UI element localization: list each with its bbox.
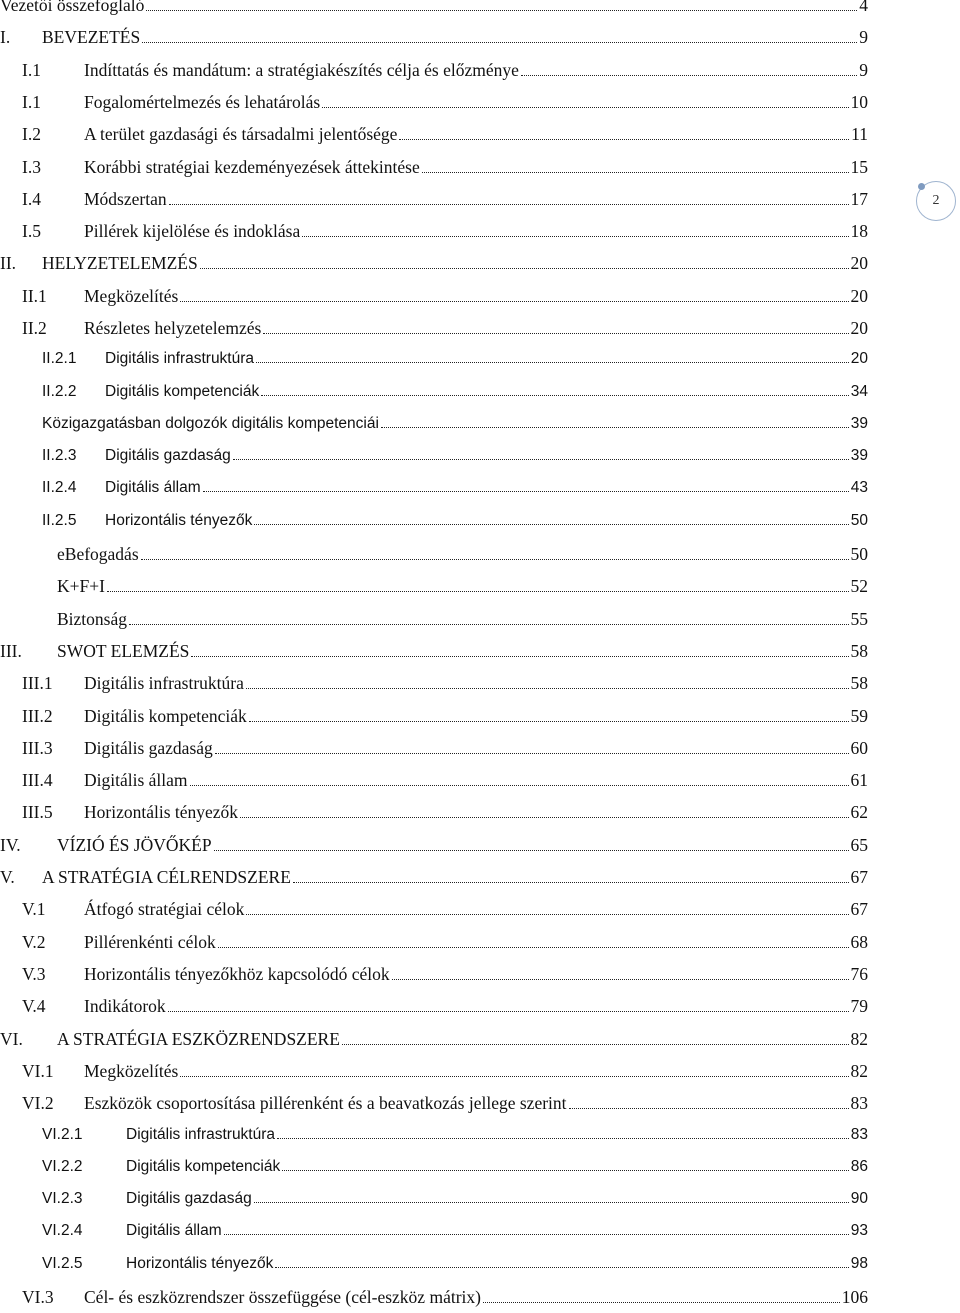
toc-entry-page: 34 <box>850 383 868 400</box>
toc-entry[interactable] <box>0 1190 868 1216</box>
toc-entry-title: Módszertan <box>84 189 167 209</box>
toc-dot-leader <box>200 268 849 269</box>
toc-entry-page: 90 <box>850 1190 868 1207</box>
toc-entry-page: 11 <box>851 124 868 144</box>
toc-entry-number: III.5 <box>22 802 53 822</box>
toc-entry-title: Pillérek kijelölése és indoklása <box>84 221 301 241</box>
toc-entry-number: I.2 <box>22 124 41 144</box>
toc-entry-number: I.4 <box>22 189 41 209</box>
toc-entry[interactable] <box>0 576 868 602</box>
toc-dot-leader <box>261 395 849 396</box>
toc-entry[interactable] <box>0 253 868 279</box>
toc-entry-title: Részletes helyzetelemzés <box>84 318 262 338</box>
toc-entry-page: 17 <box>850 189 868 209</box>
toc-entry-title: Cél- és eszközrendszer összefüggése (cél-eszköz mátrix) <box>84 1287 481 1307</box>
toc-entry-page: 76 <box>850 964 868 984</box>
toc-entry[interactable] <box>0 383 868 409</box>
toc-entry-title: Korábbi stratégiai kezdeményezések áttekintése <box>84 157 420 177</box>
toc-entry-page: 4 <box>859 0 868 15</box>
toc-entry-number: I.3 <box>22 157 41 177</box>
toc-entry-title: Megközelítés <box>84 1061 179 1081</box>
toc-dot-leader <box>263 333 848 334</box>
toc-entry-number: VI. <box>0 1029 23 1049</box>
toc-entry-number: VI.2 <box>22 1093 54 1113</box>
toc-entry-title: Indíttatás és mandátum: a stratégiakészítés célja és előzménye <box>84 60 519 80</box>
toc-entry-title: Eszközök csoportosítása pillérenként és a beavatkozás jellege szerint <box>84 1093 567 1113</box>
toc-entry-number: VI.1 <box>22 1061 54 1081</box>
toc-entry-title: Átfogó stratégiai célok <box>84 899 245 919</box>
toc-dot-leader <box>180 301 848 302</box>
toc-entry-page: 20 <box>850 286 868 306</box>
toc-entry-page: 39 <box>850 415 868 432</box>
toc-entry-page: 43 <box>850 479 868 496</box>
toc-entry[interactable] <box>0 1093 868 1119</box>
toc-dot-leader <box>129 624 849 625</box>
toc-dot-leader <box>483 1302 840 1303</box>
toc-entry-page: 58 <box>850 641 868 661</box>
toc-entry-title: Digitális kompetenciák <box>126 1158 281 1175</box>
toc-dot-leader <box>249 721 849 722</box>
toc-entry-number: VI.3 <box>22 1287 54 1307</box>
toc-entry-number: V.2 <box>22 932 46 952</box>
toc-entry-title: Digitális állam <box>105 479 201 496</box>
toc-dot-leader <box>146 10 857 11</box>
toc-entry-number: II.2.4 <box>42 479 77 496</box>
toc-entry-page: 9 <box>859 60 868 80</box>
toc-dot-leader <box>277 1138 849 1139</box>
toc-entry-title: Digitális infrastruktúra <box>126 1126 276 1143</box>
toc-dot-leader <box>392 979 849 980</box>
toc-entry-page: 82 <box>850 1061 868 1081</box>
toc-entry[interactable] <box>0 835 868 861</box>
toc-entry-page: 50 <box>850 544 868 564</box>
toc-dot-leader <box>282 1170 849 1171</box>
toc-dot-leader <box>180 1076 848 1077</box>
toc-entry-number: VI.2.4 <box>42 1222 83 1239</box>
toc-entry-number: V. <box>0 867 15 887</box>
toc-entry-page: 60 <box>850 738 868 758</box>
toc-dot-leader <box>215 753 849 754</box>
toc-entry[interactable] <box>0 512 868 538</box>
toc-entry[interactable] <box>0 544 868 570</box>
toc-entry[interactable] <box>0 60 868 86</box>
toc-entry-number: V.1 <box>22 899 46 919</box>
toc-entry-title: Vezetői összefoglaló <box>0 0 145 15</box>
toc-entry-page: 82 <box>850 1029 868 1049</box>
toc-entry-number: II.1 <box>22 286 47 306</box>
toc-entry-title: Megközelítés <box>84 286 179 306</box>
toc-entry-number: I.1 <box>22 60 41 80</box>
toc-dot-leader <box>322 107 848 108</box>
toc-entry[interactable] <box>0 447 868 473</box>
toc-entry[interactable] <box>0 1029 868 1055</box>
toc-dot-leader <box>190 785 849 786</box>
toc-entry-number: V.4 <box>22 996 46 1016</box>
toc-entry[interactable] <box>0 706 868 732</box>
toc-dot-leader <box>142 42 857 43</box>
toc-dot-leader <box>275 1267 848 1268</box>
toc-entry[interactable] <box>0 673 868 699</box>
toc-entry-title: Horizontális tényezők <box>126 1255 274 1272</box>
toc-entry-page: 9 <box>859 27 868 47</box>
toc-entry-page: 18 <box>850 221 868 241</box>
toc-entry[interactable] <box>0 1061 868 1087</box>
toc-entry-title: A STRATÉGIA CÉLRENDSZERE <box>42 867 291 887</box>
toc-entry-page: 59 <box>850 706 868 726</box>
toc-entry-number: II.2.2 <box>42 383 77 400</box>
toc-entry-title: Közigazgatásban dolgozók digitális kompetenciái <box>42 415 379 432</box>
toc-entry-page: 39 <box>850 447 868 464</box>
toc-dot-leader <box>254 524 848 525</box>
toc-entry-page: 65 <box>850 835 868 855</box>
toc-entry-page: 98 <box>850 1255 868 1272</box>
toc-entry-title: Horizontális tényezőkhöz kapcsolódó célok <box>84 964 390 984</box>
toc-entry-number: II.2.3 <box>42 447 77 464</box>
toc-entry-page: 93 <box>850 1222 868 1239</box>
toc-dot-leader <box>240 817 848 818</box>
toc-entry-page: 68 <box>850 932 868 952</box>
toc-entry-page: 52 <box>850 576 868 596</box>
toc-entry[interactable] <box>0 899 868 925</box>
toc-entry[interactable] <box>0 932 868 958</box>
toc-entry-page: 62 <box>850 802 868 822</box>
toc-entry-number: III. <box>0 641 22 661</box>
toc-dot-leader <box>381 427 849 428</box>
toc-entry[interactable] <box>0 124 868 150</box>
toc-entry-title: Pillérenkénti célok <box>84 932 216 952</box>
toc-entry-page: 55 <box>850 609 868 629</box>
toc-dot-leader <box>168 1011 849 1012</box>
toc-entry-number: III.2 <box>22 706 53 726</box>
toc-entry[interactable] <box>0 1255 868 1281</box>
toc-dot-leader <box>214 850 849 851</box>
toc-entry-page: 61 <box>850 770 868 790</box>
toc-entry-title: Digitális állam <box>84 770 188 790</box>
toc-entry-title: Digitális infrastruktúra <box>84 673 244 693</box>
toc-entry[interactable] <box>0 802 868 828</box>
toc-entry[interactable] <box>0 92 868 118</box>
toc-dot-leader <box>254 1202 849 1203</box>
toc-entry-page: 106 <box>841 1287 868 1307</box>
toc-dot-leader <box>399 139 849 140</box>
toc-entry-number: I.5 <box>22 221 41 241</box>
toc-entry-page: 15 <box>850 157 868 177</box>
toc-entry-title: HELYZETELEMZÉS <box>42 253 198 273</box>
toc-entry[interactable] <box>0 996 868 1022</box>
toc-dot-leader <box>342 1044 849 1045</box>
toc-entry-title: K+F+I <box>57 576 105 596</box>
toc-entry-title: Digitális kompetenciák <box>105 383 260 400</box>
toc-entry[interactable] <box>0 609 868 635</box>
toc-entry-title: Horizontális tényezők <box>84 802 239 822</box>
toc-entry-number: VI.2.5 <box>42 1255 83 1272</box>
toc-entry[interactable] <box>0 27 868 53</box>
toc-entry-number: VI.2.2 <box>42 1158 83 1175</box>
toc-dot-leader <box>521 75 857 76</box>
toc-entry[interactable] <box>0 641 868 667</box>
toc-entry-title: Digitális kompetenciák <box>84 706 247 726</box>
toc-entry-number: III.4 <box>22 770 53 790</box>
toc-dot-leader <box>141 559 849 560</box>
toc-entry-title: Digitális gazdaság <box>126 1190 252 1207</box>
toc-entry-page: 79 <box>850 996 868 1016</box>
toc-dot-leader <box>203 491 849 492</box>
toc-entry-page: 67 <box>850 899 868 919</box>
toc-entry-number: II.2.1 <box>42 350 77 367</box>
toc-entry[interactable] <box>0 1287 868 1313</box>
toc-entry-number: IV. <box>0 835 21 855</box>
toc-entry[interactable] <box>0 318 868 344</box>
toc-dot-leader <box>224 1234 849 1235</box>
toc-entry-page: 83 <box>850 1126 868 1143</box>
toc-entry[interactable] <box>0 189 868 215</box>
toc-entry[interactable] <box>0 964 868 990</box>
toc-entry-page: 20 <box>850 350 868 367</box>
toc-dot-leader <box>233 459 849 460</box>
toc-entry-title: eBefogadás <box>57 544 139 564</box>
toc-entry-number: V.3 <box>22 964 46 984</box>
toc-entry-title: Digitális infrastruktúra <box>105 350 255 367</box>
toc-entry-title: SWOT ELEMZÉS <box>57 641 190 661</box>
toc-dot-leader <box>169 204 849 205</box>
toc-entry-number: I.1 <box>22 92 41 112</box>
toc-entry[interactable] <box>0 157 868 183</box>
toc-entry[interactable] <box>0 738 868 764</box>
toc-dot-leader <box>218 947 849 948</box>
toc-entry-page: 10 <box>850 92 868 112</box>
toc-entry-title: A terület gazdasági és társadalmi jelentősége <box>84 124 398 144</box>
toc-dot-leader <box>256 362 849 363</box>
toc-entry-page: 67 <box>850 867 868 887</box>
toc-entry-number: III.1 <box>22 673 53 693</box>
toc-entry-page: 20 <box>850 253 868 273</box>
toc-dot-leader <box>293 882 849 883</box>
toc-entry[interactable] <box>0 0 868 21</box>
toc-entry-page: 86 <box>850 1158 868 1175</box>
toc-entry-number: VI.2.1 <box>42 1126 83 1143</box>
toc-entry-title: Digitális állam <box>126 1222 222 1239</box>
page-number: 2 <box>932 193 940 208</box>
toc-entry-page: 83 <box>850 1093 868 1113</box>
toc-entry-title: Fogalomértelmezés és lehatárolás <box>84 92 321 112</box>
toc-entry-number: II.2.5 <box>42 512 77 529</box>
toc-entry[interactable] <box>0 1222 868 1248</box>
toc-entry-number: II. <box>0 253 17 273</box>
toc-entry-title: A STRATÉGIA ESZKÖZRENDSZERE <box>57 1029 340 1049</box>
toc-entry-number: I. <box>0 27 11 47</box>
toc-dot-leader <box>107 591 849 592</box>
toc-entry[interactable] <box>0 1126 868 1152</box>
toc-dot-leader <box>569 1108 849 1109</box>
toc-dot-leader <box>191 656 848 657</box>
toc-entry[interactable] <box>0 770 868 796</box>
toc-entry-title: Digitális gazdaság <box>105 447 231 464</box>
toc-entry-title: Indikátorok <box>84 996 166 1016</box>
toc-entry[interactable] <box>0 415 868 441</box>
toc-dot-leader <box>422 172 849 173</box>
toc-entry-number: VI.2.3 <box>42 1190 83 1207</box>
toc-entry-title: Biztonság <box>57 609 127 629</box>
page-badge-dot <box>918 183 925 190</box>
toc-entry-number: II.2 <box>22 318 47 338</box>
toc-entry-page: 20 <box>850 318 868 338</box>
toc-entry-page: 50 <box>850 512 868 529</box>
toc-dot-leader <box>246 688 849 689</box>
toc-entry[interactable] <box>0 867 868 893</box>
toc-dot-leader <box>246 914 848 915</box>
toc-entry-title: VÍZIÓ ÉS JÖVŐKÉP <box>57 835 212 855</box>
toc-entry[interactable] <box>0 286 868 312</box>
toc-entry-title: Digitális gazdaság <box>84 738 213 758</box>
toc-dot-leader <box>302 236 848 237</box>
toc-entry-title: Horizontális tényezők <box>105 512 253 529</box>
toc-entry[interactable] <box>0 221 868 247</box>
toc-entry[interactable] <box>0 350 868 376</box>
toc-entry[interactable] <box>0 479 868 505</box>
toc-entry-title: BEVEZETÉS <box>42 27 141 47</box>
toc-entry[interactable] <box>0 1158 868 1184</box>
toc-entry-page: 58 <box>850 673 868 693</box>
toc-entry-number: III.3 <box>22 738 53 758</box>
